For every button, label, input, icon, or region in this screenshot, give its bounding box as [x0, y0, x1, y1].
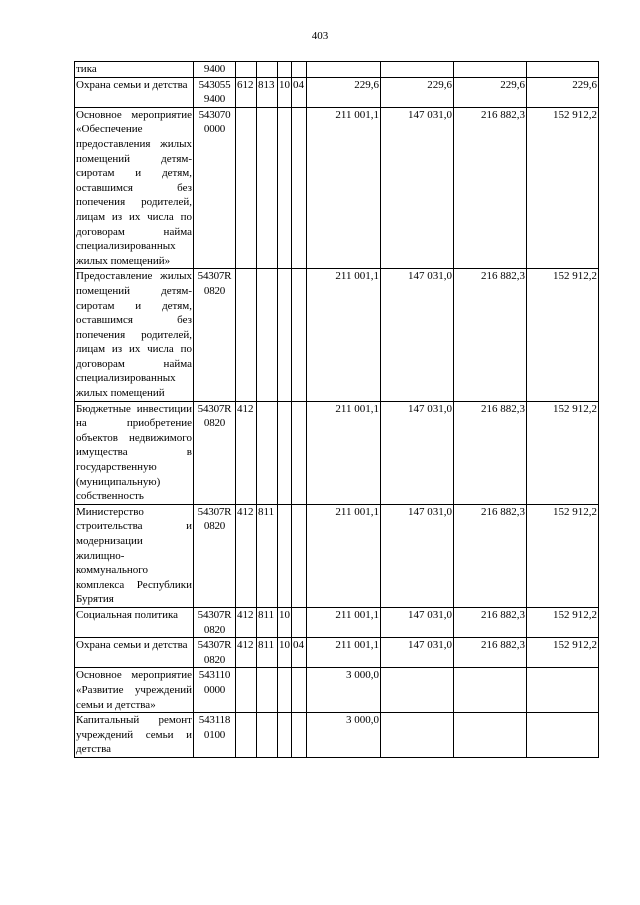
expense-type-cell — [236, 269, 257, 401]
expense-type-cell: 412 — [236, 638, 257, 668]
amount-cell-3: 216 882,3 — [454, 504, 527, 607]
amount-cell-3 — [454, 713, 527, 758]
ministry-code-cell: 813 — [257, 77, 278, 107]
amount-cell-2: 147 031,0 — [381, 607, 454, 637]
amount-cell-3: 216 882,3 — [454, 107, 527, 269]
subsection-cell — [292, 504, 307, 607]
amount-cell-3: 229,6 — [454, 77, 527, 107]
section-cell — [278, 713, 292, 758]
subsection-cell — [292, 107, 307, 269]
amount-cell-4 — [527, 713, 599, 758]
expense-type-cell — [236, 62, 257, 78]
table-row — [75, 607, 599, 637]
table-body — [75, 62, 599, 758]
row-name-cell: Капитальный ремонт учреждений семьи и детства — [75, 713, 194, 758]
amount-cell-2: 147 031,0 — [381, 401, 454, 504]
amount-cell-3 — [454, 62, 527, 78]
amount-cell-3: 216 882,3 — [454, 401, 527, 504]
row-name-cell: Охрана семьи и детства — [75, 77, 194, 107]
amount-cell-1: 211 001,1 — [307, 401, 381, 504]
budget-table — [74, 61, 599, 758]
amount-cell-4: 152 912,2 — [527, 401, 599, 504]
amount-cell-1: 229,6 — [307, 77, 381, 107]
amount-cell-3: 216 882,3 — [454, 269, 527, 401]
target-code-cell: 54307R 0820 — [194, 504, 236, 607]
amount-cell-4: 152 912,2 — [527, 107, 599, 269]
ministry-code-cell — [257, 713, 278, 758]
expense-type-cell: 412 — [236, 401, 257, 504]
target-code-cell: 543110 0000 — [194, 668, 236, 713]
ministry-code-cell: 811 — [257, 607, 278, 637]
amount-cell-4 — [527, 62, 599, 78]
target-code-cell: 543118 0100 — [194, 713, 236, 758]
amount-cell-1: 3 000,0 — [307, 713, 381, 758]
amount-cell-1: 211 001,1 — [307, 607, 381, 637]
ministry-code-cell — [257, 62, 278, 78]
subsection-cell — [292, 269, 307, 401]
amount-cell-2: 147 031,0 — [381, 269, 454, 401]
amount-cell-2: 147 031,0 — [381, 504, 454, 607]
target-code-cell: 54307R 0820 — [194, 401, 236, 504]
table-row — [75, 269, 599, 401]
table-row — [75, 107, 599, 269]
target-code-cell: 543070 0000 — [194, 107, 236, 269]
target-code-cell: 54307R 0820 — [194, 638, 236, 668]
ministry-code-cell — [257, 401, 278, 504]
amount-cell-2: 229,6 — [381, 77, 454, 107]
amount-cell-1: 211 001,1 — [307, 269, 381, 401]
expense-type-cell: 612 — [236, 77, 257, 107]
ministry-code-cell: 811 — [257, 638, 278, 668]
amount-cell-2: 147 031,0 — [381, 107, 454, 269]
ministry-code-cell — [257, 668, 278, 713]
subsection-cell — [292, 607, 307, 637]
table-row — [75, 668, 599, 713]
section-cell — [278, 504, 292, 607]
ministry-code-cell — [257, 269, 278, 401]
subsection-cell — [292, 62, 307, 78]
row-name-cell: Бюджетные инвестиции на приобретение объектов недвижимого имущества в государственную (муниципальную) собственность — [75, 401, 194, 504]
table-row — [75, 77, 599, 107]
subsection-cell — [292, 401, 307, 504]
expense-type-cell — [236, 713, 257, 758]
table-row — [75, 504, 599, 607]
section-cell: 10 — [278, 77, 292, 107]
amount-cell-4: 152 912,2 — [527, 638, 599, 668]
row-name-cell: тика — [75, 62, 194, 78]
row-name-cell: Министерство строительства и модернизации жилищно-коммунального комплекса Республики Бурятия — [75, 504, 194, 607]
ministry-code-cell: 811 — [257, 504, 278, 607]
target-code-cell: 543055 9400 — [194, 77, 236, 107]
amount-cell-4: 152 912,2 — [527, 607, 599, 637]
row-name-cell: Социальная политика — [75, 607, 194, 637]
amount-cell-1 — [307, 62, 381, 78]
amount-cell-3 — [454, 668, 527, 713]
expense-type-cell — [236, 107, 257, 269]
table-row — [75, 713, 599, 758]
subsection-cell — [292, 668, 307, 713]
section-cell: 10 — [278, 638, 292, 668]
subsection-cell: 04 — [292, 638, 307, 668]
section-cell — [278, 107, 292, 269]
amount-cell-4: 152 912,2 — [527, 504, 599, 607]
expense-type-cell — [236, 668, 257, 713]
section-cell: 10 — [278, 607, 292, 637]
page-number: 403 — [311, 30, 329, 42]
amount-cell-3: 216 882,3 — [454, 638, 527, 668]
ministry-code-cell — [257, 107, 278, 269]
section-cell — [278, 269, 292, 401]
subsection-cell: 04 — [292, 77, 307, 107]
row-name-cell: Основное мероприятие «Развитие учреждений семьи и детства» — [75, 668, 194, 713]
table-row — [75, 401, 599, 504]
section-cell — [278, 62, 292, 78]
row-name-cell: Основное мероприятие «Обеспечение предоставления жилых помещений детям-сиротам и детям, оставшимся без попечения родителей, лицам из их числа по договорам найма специализированных жилых помещений» — [75, 107, 194, 269]
amount-cell-1: 211 001,1 — [307, 504, 381, 607]
expense-type-cell: 412 — [236, 504, 257, 607]
section-cell — [278, 401, 292, 504]
row-name-cell: Охрана семьи и детства — [75, 638, 194, 668]
amount-cell-2 — [381, 713, 454, 758]
amount-cell-4: 229,6 — [527, 77, 599, 107]
target-code-cell: 54307R 0820 — [194, 269, 236, 401]
table-row — [75, 62, 599, 78]
amount-cell-2: 147 031,0 — [381, 638, 454, 668]
amount-cell-1: 211 001,1 — [307, 107, 381, 269]
target-code-cell: 54307R 0820 — [194, 607, 236, 637]
amount-cell-1: 3 000,0 — [307, 668, 381, 713]
amount-cell-4 — [527, 668, 599, 713]
amount-cell-1: 211 001,1 — [307, 638, 381, 668]
amount-cell-2 — [381, 62, 454, 78]
amount-cell-4: 152 912,2 — [527, 269, 599, 401]
subsection-cell — [292, 713, 307, 758]
expense-type-cell: 412 — [236, 607, 257, 637]
section-cell — [278, 668, 292, 713]
amount-cell-2 — [381, 668, 454, 713]
table-row — [75, 638, 599, 668]
amount-cell-3: 216 882,3 — [454, 607, 527, 637]
target-code-cell: 9400 — [194, 62, 236, 78]
row-name-cell: Предоставление жилых помещений детям-сиротам и детям, оставшимся без попечения родителей, лицам из их числа по договорам найма специализированных жилых помещений — [75, 269, 194, 401]
